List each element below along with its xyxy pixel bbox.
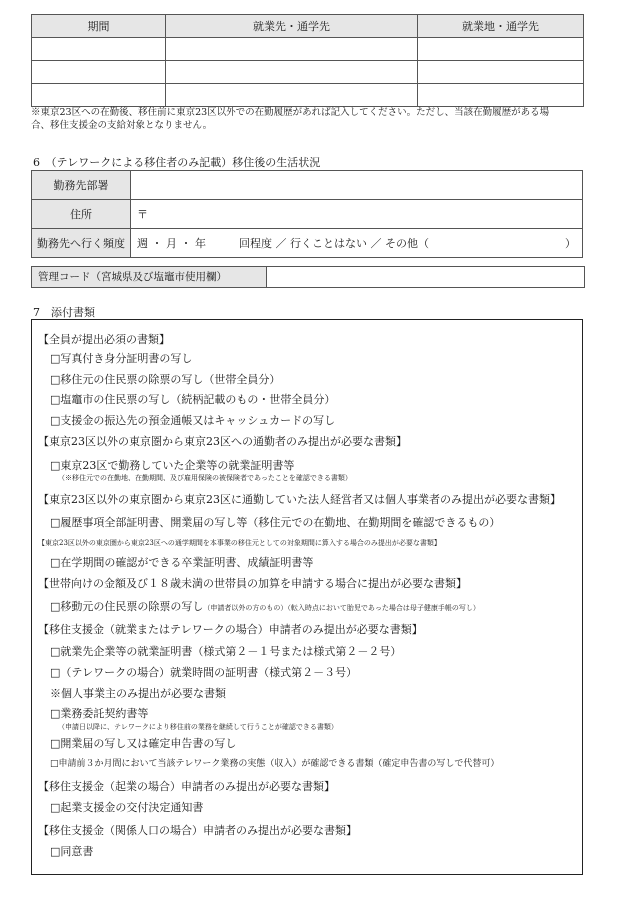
- table-row: [32, 61, 584, 84]
- attachment-item[interactable]: [50, 459, 294, 472]
- history-note: [31, 106, 591, 132]
- history-note-line: 合、移住支援金の支給対象となりません。: [31, 120, 213, 131]
- attachment-text: □申請前３か月間において当該テレワーク業務の実態（収入）が確認できる書類（確定申告書の写しで代替可）: [50, 759, 500, 769]
- attachment-text: 【移住支援金（起業の場合）申請者のみ提出が必要な書類】: [38, 780, 335, 793]
- attachment-note: （申請者以外の方のもの）（転入時点において胎児であった場合は母子健康手帳の写し）: [203, 604, 480, 612]
- attachment-text: □起業支援金の交付決定通知書: [50, 801, 204, 814]
- table-row: [32, 84, 584, 107]
- attachment-category-heading: [38, 493, 561, 506]
- attachment-item: [50, 687, 226, 700]
- table-cell[interactable]: [418, 38, 584, 61]
- attachment-item[interactable]: [50, 393, 335, 406]
- table-cell[interactable]: [32, 61, 166, 84]
- frequency-options: 週 ・ 月 ・ 年 回程度 ／ 行くことはない ／ その他（: [137, 237, 429, 250]
- table-header-row: [32, 15, 584, 38]
- table-cell[interactable]: [166, 38, 418, 61]
- attachment-text: □開業届の写し又は確定申告書の写し: [50, 737, 237, 750]
- attachment-text: □支援金の振込先の預金通帳又はキャッシュカードの写し: [50, 414, 336, 427]
- attachment-text: 【移住支援金（就業またはテレワークの場合）申請者のみ提出が必要な書類】: [38, 623, 423, 636]
- attachment-item[interactable]: [50, 414, 335, 427]
- attachment-text: □就業先企業等の就業証明書（様式第２－１号または様式第２－２号）: [50, 645, 402, 658]
- attachment-item: [58, 472, 352, 485]
- address-field[interactable]: 〒: [131, 200, 583, 229]
- table-cell[interactable]: [166, 61, 418, 84]
- attachment-text: （申請日以降に、テレワークにより移住前の業務を継続して行うことが確認できる書類）: [58, 723, 338, 731]
- attachment-item[interactable]: [50, 352, 192, 365]
- attachment-category-heading: [38, 577, 467, 590]
- row-label: 住所: [32, 200, 131, 229]
- attachment-text: □業務委託契約書等: [50, 707, 149, 720]
- attachment-text: □移動元の住民票の除票の写し: [50, 600, 204, 613]
- attachment-text: □東京23区で勤務していた企業等の就業証明書等: [50, 459, 295, 472]
- life-status-table: [31, 170, 583, 258]
- attachment-category-heading: [38, 623, 423, 636]
- attachment-text: 【世帯向けの金額及び１８歳未満の世帯員の加算を申請する場合に提出が必要な書類】: [38, 577, 467, 590]
- visit-frequency-field[interactable]: [131, 229, 583, 258]
- attachment-item[interactable]: [50, 516, 500, 529]
- table-cell[interactable]: [32, 38, 166, 61]
- attachment-item[interactable]: [50, 801, 203, 814]
- table-cell[interactable]: [418, 61, 584, 84]
- attachment-text: 【移住支援金（関係人口の場合）申請者のみ提出が必要な書類】: [38, 824, 357, 837]
- attachment-text: □移住元の住民票の除票の写し（世帯全員分）: [50, 373, 281, 386]
- attachment-category-heading: [38, 537, 441, 550]
- section7-title: 7 添付書類: [33, 306, 95, 319]
- attachment-item[interactable]: [50, 600, 480, 615]
- table-row: [32, 200, 583, 229]
- row-label: 勤務先部署: [32, 171, 131, 200]
- attachment-text: 【全員が提出必須の書類】: [38, 333, 170, 346]
- attachment-item[interactable]: [50, 737, 236, 750]
- attachment-text: □履歴事項全部証明書、開業届の写し等（移住元での在勤地、在勤期間を確認できるもの）: [50, 516, 501, 529]
- section6-title: 6 （テレワークによる移住者のみ記載）移住後の生活状況: [33, 156, 321, 169]
- close-paren: ）: [565, 237, 576, 250]
- table-cell[interactable]: [166, 84, 418, 107]
- attachment-item: [58, 721, 338, 734]
- attachment-text: □塩竈市の住民票の写し（続柄記載のもの・世帯全員分）: [50, 393, 336, 406]
- employment-history-table: [31, 14, 584, 107]
- attachment-category-heading: [38, 824, 357, 837]
- attachment-text: □同意書: [50, 845, 94, 858]
- attachment-item[interactable]: [50, 645, 401, 658]
- header-period: 期間: [32, 15, 166, 38]
- attachment-text: 【東京23区以外の東京圏から東京23区への通勤者のみ提出が必要な書類】: [38, 435, 407, 448]
- attachment-text: □在学期間の確認ができる卒業証明書、成績証明書等: [50, 556, 314, 569]
- row-label: 勤務先へ行く頻度: [32, 229, 131, 258]
- table-row: [32, 38, 584, 61]
- attachment-text: （※移住元での在勤地、在勤期間、及び雇用保険の被保険者であったことを確認できる書類）: [58, 474, 352, 482]
- attachment-text: 【東京23区以外の東京圏から東京23区への通学期間を本事業の移住元としての対象期間に算入する場合のみ提出が必要な書類】: [38, 539, 441, 547]
- attachment-item[interactable]: [50, 758, 499, 771]
- attachment-item[interactable]: [50, 373, 280, 386]
- attachment-category-heading: [38, 780, 335, 793]
- table-cell[interactable]: [418, 84, 584, 107]
- admin-code-label: 管理コード（宮城県及び塩竈市使用欄）: [32, 267, 267, 287]
- attachment-text: ※個人事業主のみ提出が必要な書類: [50, 687, 226, 700]
- table-row: [32, 229, 583, 258]
- attachment-text: 【東京23区以外の東京圏から東京23区に通勤していた法人経営者又は個人事業者のみ提出が必要な書類】: [38, 493, 561, 506]
- attachment-text: □（テレワークの場合）就業時間の証明書（様式第２－３号）: [50, 666, 358, 679]
- attachment-item[interactable]: [50, 556, 313, 569]
- history-note-line: ※東京23区への在勤後、移住前に東京23区以外での在勤履歴があれば記入してください。ただし、当該在勤履歴がある場: [31, 107, 550, 118]
- admin-code-field[interactable]: [267, 267, 584, 287]
- table-row: [32, 171, 583, 200]
- department-field[interactable]: [131, 171, 583, 200]
- attachment-category-heading: [38, 435, 407, 448]
- attachment-item[interactable]: [50, 845, 93, 858]
- attachment-item[interactable]: [50, 666, 357, 679]
- attachment-text: □写真付き身分証明書の写し: [50, 352, 193, 365]
- attachment-item[interactable]: [50, 707, 148, 720]
- table-cell[interactable]: [32, 84, 166, 107]
- header-employer: 就業先・通学先: [166, 15, 418, 38]
- admin-code-box: [31, 266, 585, 288]
- attachment-category-heading: [38, 333, 170, 346]
- header-location: 就業地・通学先: [418, 15, 584, 38]
